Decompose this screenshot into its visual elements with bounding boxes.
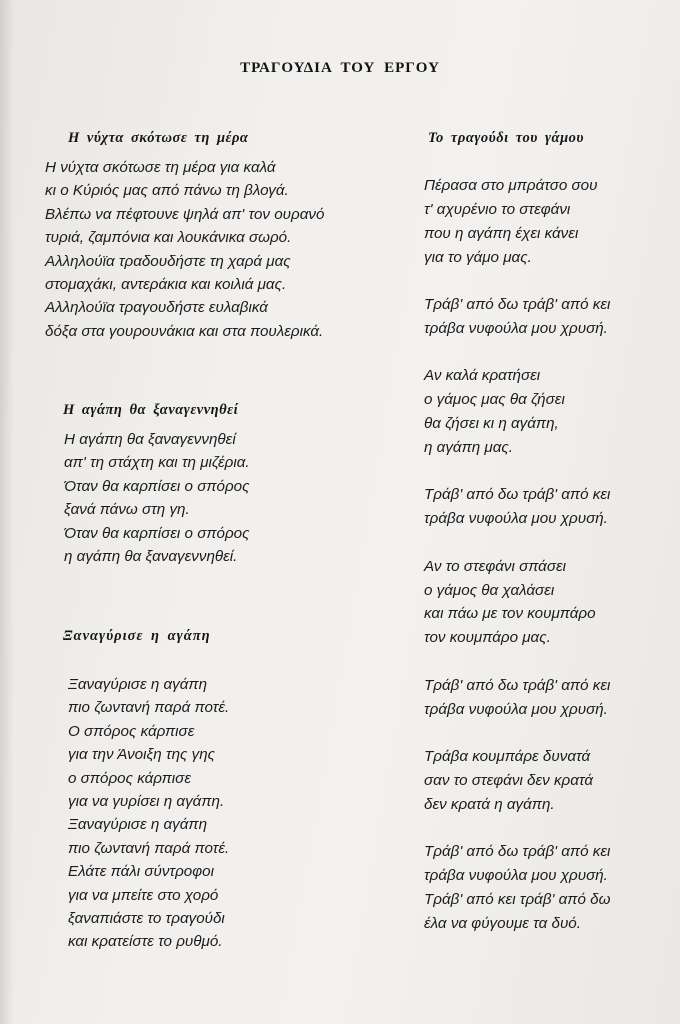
lyric-line: θα ζήσει κι η αγάπη, <box>424 415 559 433</box>
lyric-line: Όταν θα καρπίσει ο σπόρος <box>64 477 250 495</box>
stanza-gap <box>424 650 610 674</box>
lyric-line: ο γάμος μας θα ζήσει <box>424 391 565 409</box>
lyric-line: Αν καλά κρατήσει <box>424 367 541 385</box>
lyric-line: Η νύχτα σκότωσε τη μέρα για καλά <box>45 159 276 176</box>
lyric-line: δόξα στα γουρουνάκια και στα πουλερικά. <box>45 322 324 340</box>
lyric-line: Τράβα κουμπάρε δυνατά <box>424 748 591 766</box>
lyric-line: για την Άνοιξη της γης <box>68 746 216 764</box>
lyric-line: Τράβ' από δω τράβ' από κει <box>424 486 611 504</box>
song-heading-4: Το τραγούδι του γάμου <box>428 130 584 146</box>
lyric-line: Αλληλούϊα τραγουδήστε ευλαβικά <box>45 299 268 317</box>
lyric-line: Ελάτε πάλι σύντροφοι <box>68 863 214 881</box>
lyric-line: τυριά, ζαμπόνια και λουκάνικα σωρό. <box>45 229 292 247</box>
stanza-gap <box>424 531 610 555</box>
stanza-gap <box>424 817 610 841</box>
lyric-line: ο σπόρος κάρπισε <box>68 769 192 787</box>
song-lyrics-2 <box>64 428 250 568</box>
lyric-line: που η αγάπη έχει κάνει <box>424 224 579 242</box>
lyric-line: Αν το στεφάνι σπάσει <box>424 557 567 575</box>
lyric-line: δεν κρατά η αγάπη. <box>424 795 555 813</box>
lyric-line: Αλληλούϊα τραδουδήστε τη χαρά μας <box>45 252 291 270</box>
lyric-line: πιο ζωντανή παρά ποτέ. <box>68 699 230 717</box>
song-heading-1: Η νύχτα σκότωσε τη μέρα <box>68 130 249 146</box>
lyric-line: και κρατείστε το ρυθμό. <box>68 933 223 951</box>
lyric-line: ξανά πάνω στη γη. <box>64 501 190 519</box>
lyric-line: Πέρασα στο μπράτσο σου <box>424 177 598 194</box>
lyric-line: Τράβ' από δω τράβ' από κει <box>424 843 611 861</box>
lyric-line: στομαχάκι, αντεράκια και κοιλιά μας. <box>45 275 287 293</box>
lyric-line: τράβα νυφούλα μου χρυσή. <box>424 700 608 718</box>
lyric-line: πιο ζωντανή παρά ποτέ. <box>68 839 230 857</box>
song-lyrics-1 <box>45 156 324 343</box>
lyric-line: σαν το στεφάνι δεν κρατά <box>424 771 594 789</box>
lyric-line: Όταν θα καρπίσει ο σπόρος <box>64 524 250 542</box>
lyric-line: για να μπείτε στο χορό <box>68 886 219 904</box>
lyric-line: απ' τη στάχτη και τη μιζέρια. <box>64 454 250 472</box>
stanza-gap <box>424 460 610 484</box>
lyric-line: Η αγάπη θα ξαναγεννηθεί <box>64 431 236 448</box>
lyric-line: τ' αχυρένιο το στεφάνι <box>424 200 571 218</box>
lyric-line: για το γάμο μας. <box>424 248 532 266</box>
lyric-line: η αγάπη μας. <box>424 439 513 457</box>
lyric-line: Τράβ' από κει τράβ' από δω <box>424 890 611 908</box>
lyric-line: και πάω με τον κουμπάρο <box>424 605 596 623</box>
stanza-gap <box>424 722 610 746</box>
lyric-line: ξαναπιάστε το τραγούδι <box>68 909 225 927</box>
lyric-line: κι ο Κύριός μας από πάνω τη βλογά. <box>45 182 289 200</box>
lyric-line: Τράβ' από δω τράβ' από κει <box>424 676 611 694</box>
lyric-line: τράβα νυφούλα μου χρυσή. <box>424 867 608 885</box>
stanza-gap <box>424 341 610 365</box>
lyric-line: ο γάμος θα χαλάσει <box>424 581 555 599</box>
lyric-line: Ο σπόρος κάρπισε <box>68 722 195 740</box>
lyric-line: τράβα νυφούλα μου χρυσή. <box>424 319 608 337</box>
lyric-line: η αγάπη θα ξαναγεννηθεί. <box>64 547 238 565</box>
lyric-line: Βλέπω να πέφτουνε ψηλά απ' τον ουρανό <box>45 205 325 223</box>
stanza-gap <box>424 270 610 294</box>
lyric-line: Τράβ' από δω τράβ' από κει <box>424 296 611 314</box>
page-title: ΤΡΑΓΟΥΔΙΑ ΤΟΥ ΕΡΓΟΥ <box>240 60 440 76</box>
song-lyrics-3 <box>68 673 229 954</box>
lyric-line: τον κουμπάρο μας. <box>424 629 551 647</box>
lyric-line: τράβα νυφούλα μου χρυσή. <box>424 510 608 528</box>
lyric-line: για να γυρίσει η αγάπη. <box>68 792 225 810</box>
lyric-line: Ξαναγύρισε η αγάπη <box>68 676 208 693</box>
page-edge-shadow <box>0 0 14 1024</box>
lyric-line: έλα να φύγουμε τα δυό. <box>424 914 581 932</box>
song-heading-3: Ξαναγύρισε η αγάπη <box>63 628 211 644</box>
song-lyrics-4 <box>424 174 610 936</box>
lyric-line: Ξαναγύρισε η αγάπη <box>68 816 208 834</box>
song-heading-2: Η αγάπη θα ξαναγεννηθεί <box>63 402 239 418</box>
